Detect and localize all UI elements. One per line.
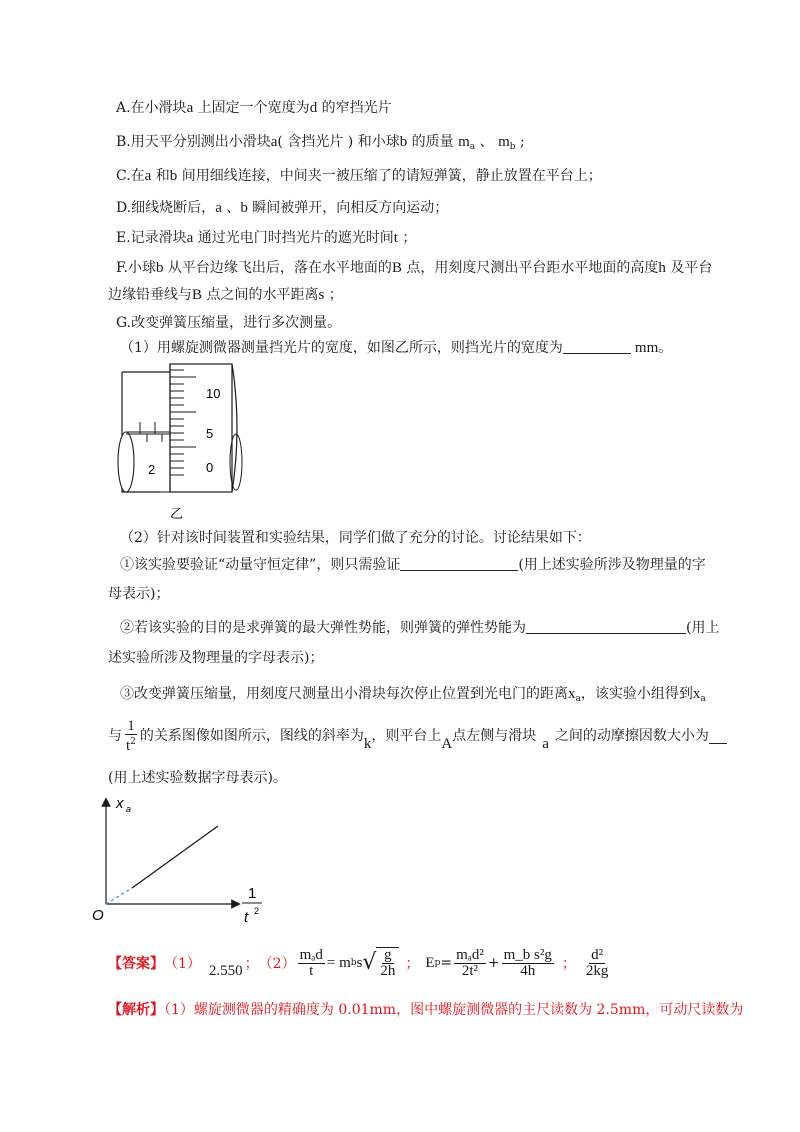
thimble-label-5: 5 <box>206 426 214 441</box>
extrapolated-line <box>106 888 132 904</box>
answer-eq3: $\frac{\text{d²}}{2kg}$ <box>585 946 609 979</box>
q2-item-3: ③改变弹簧压缩量，用刻度尺测量出小滑块每次停止位置到光电门的距离$x_a$，该实验小组得到$x_a$ <box>120 686 706 704</box>
x-axis-num: 1 <box>248 885 257 902</box>
figure-caption: 乙 <box>170 506 184 521</box>
q2-item-2: ②若该实验的目的是求弹簧的最大弹性势能，则弹簧的弹性势能为 (用上 <box>120 620 720 636</box>
step-f-line1: F.小球b 从平台边缘飞出后，落在水平地面的B 点，用刻度尺测出平台距水平地面的高度h 及平台 <box>116 260 713 276</box>
fraction-1-over-t2: $\frac{1}{t^2}$ <box>126 717 136 754</box>
thimble <box>170 364 232 492</box>
answer-1-value: 2.550 <box>208 962 243 979</box>
step-e: E.记录滑块a 通过光电门时挡光片的遮光时间t ； <box>116 230 417 246</box>
y-axis-label: x <box>116 795 124 812</box>
step-a: A.在小滑块a 上固定一个宽度为d 的窄挡光片 <box>116 100 392 116</box>
q2-item-3-end: (用上述实验数据字母表示)。 <box>108 770 287 786</box>
y-axis-sub: a <box>126 804 132 814</box>
xa-vs-inverse-t2-graph <box>86 792 286 942</box>
step-f-line2: 边缘铅垂线与B 点之间的水平距离s ； <box>108 287 343 303</box>
x-axis-den: t <box>244 909 249 926</box>
origin-label: O <box>92 907 104 924</box>
thimble-label-0: 0 <box>206 460 214 475</box>
data-line <box>132 826 218 888</box>
answer-eq2-term1: $\frac{\text{mₐd²}}{\text{2t²}}$ <box>456 946 484 979</box>
answer-eq1-lhs: $\frac{\text{mₐd}}{t}$ <box>299 946 323 979</box>
analysis-line: 【解析】（1）螺旋测微器的精确度为 0.01mm，图中螺旋测微器的主尺读数为 2.5mm，可动尺读数为 <box>108 1002 744 1018</box>
answer-tag: 【答案】 <box>108 956 164 972</box>
main-scale-label: 2 <box>148 462 156 477</box>
answer-blank-1[interactable] <box>563 339 631 354</box>
step-b: B.用天平分别测出小滑块a( 含挡光片 ) 和小球b 的质量 $m_a$ 、 $m_b$ ; <box>116 134 525 152</box>
question-2-intro: （2）针对该时间装置和实验结果，同学们做了充分的讨论。讨论结果如下： <box>120 530 591 546</box>
answer-eq2-term2: $\frac{\text{m\_b s²g}}{4h}$ <box>503 946 552 979</box>
step-d: D.细线烧断后，a 、b 瞬间被弹开，向相反方向运动； <box>116 200 449 216</box>
thimble-label-10: 10 <box>206 386 221 401</box>
analysis-tag: 【解析】 <box>108 1002 164 1018</box>
question-1: （1）用螺旋测微器测量挡光片的宽度，如图乙所示，则挡光片的宽度为 mm。 <box>120 340 673 356</box>
step-c: C.在a 和b 间用细线连接，中间夹一被压缩了的请短弹簧，静止放置在平台上； <box>116 168 602 184</box>
step-g: G.改变弹簧压缩量，进行多次测量。 <box>116 315 342 331</box>
q2-item-2-cont: 述实验所涉及物理量的字母表示)； <box>108 650 324 666</box>
q2-item-1-cont: 母表示)； <box>108 586 170 602</box>
answer-eq1-sqrt: √ $\frac{g}{2h}$ <box>362 947 399 979</box>
q2-item-1: ①该实验要验证“动量守恒定律”，则只需验证 (用上述实验所涉及物理量的字 <box>120 557 706 573</box>
q2-item-3-cont: 与 $\frac{1}{t^2}$ 的关系图像如图所示，图线的斜率为 k ，则平台上 A 点左侧与滑块 a 之间的动摩擦因数大小为 <box>108 716 727 756</box>
micrometer-figure <box>110 362 250 522</box>
answer-blank-2[interactable] <box>400 556 518 571</box>
answer-blank-4[interactable] <box>709 729 727 744</box>
x-axis-den-sup: 2 <box>254 906 260 916</box>
answer-line: 【答案】 （1） 2.550 ； （2） $\frac{\text{mₐd}}{t}$ = m b s √ $\frac{g}{2h}$ ； E p = $\frac{\text{mₐd²}}{\text{2t²}}$ + $\frac{\text{m\_b s²g}}{4h}$ ； $\frac{\text{d²}}{2kg}$ <box>108 946 609 979</box>
answer-blank-3[interactable] <box>526 619 686 634</box>
